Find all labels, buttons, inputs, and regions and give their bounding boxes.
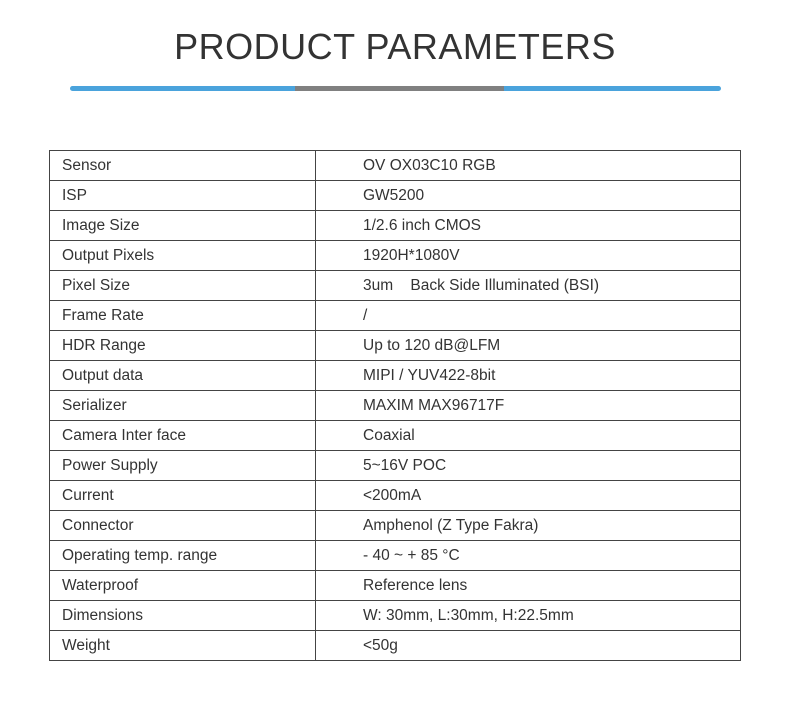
parameter-label: Sensor bbox=[50, 151, 316, 181]
table-row bbox=[50, 301, 741, 331]
parameters-table-body bbox=[50, 151, 741, 661]
divider-middle-segment bbox=[295, 86, 504, 91]
parameter-value: <200mA bbox=[316, 481, 741, 511]
title-divider bbox=[70, 86, 721, 91]
parameter-value: 1/2.6 inch CMOS bbox=[316, 211, 741, 241]
parameter-value: 1920H*1080V bbox=[316, 241, 741, 271]
table-row bbox=[50, 571, 741, 601]
parameter-value: W: 30mm, L:30mm, H:22.5mm bbox=[316, 601, 741, 631]
table-row bbox=[50, 181, 741, 211]
parameter-value: MAXIM MAX96717F bbox=[316, 391, 741, 421]
table-row bbox=[50, 331, 741, 361]
parameter-label: ISP bbox=[50, 181, 316, 211]
parameter-value: Up to 120 dB@LFM bbox=[316, 331, 741, 361]
parameter-label: Connector bbox=[50, 511, 316, 541]
table-row bbox=[50, 511, 741, 541]
table-row bbox=[50, 391, 741, 421]
divider-left-segment bbox=[70, 86, 295, 91]
parameter-value: <50g bbox=[316, 631, 741, 661]
parameter-value: 3um Back Side Illuminated (BSI) bbox=[316, 271, 741, 301]
parameter-value: Amphenol (Z Type Fakra) bbox=[316, 511, 741, 541]
table-row bbox=[50, 211, 741, 241]
parameter-value: - 40 ~ + 85 °C bbox=[316, 541, 741, 571]
parameter-label: Output Pixels bbox=[50, 241, 316, 271]
parameter-label: Power Supply bbox=[50, 451, 316, 481]
parameter-label: Waterproof bbox=[50, 571, 316, 601]
parameter-label: Camera Inter face bbox=[50, 421, 316, 451]
parameter-label: Operating temp. range bbox=[50, 541, 316, 571]
table-row bbox=[50, 451, 741, 481]
parameter-value: MIPI / YUV422-8bit bbox=[316, 361, 741, 391]
table-row bbox=[50, 151, 741, 181]
parameter-label: Weight bbox=[50, 631, 316, 661]
table-row bbox=[50, 481, 741, 511]
parameter-label: Dimensions bbox=[50, 601, 316, 631]
table-row bbox=[50, 241, 741, 271]
parameter-value: / bbox=[316, 301, 741, 331]
parameter-label: Serializer bbox=[50, 391, 316, 421]
page-title: PRODUCT PARAMETERS bbox=[174, 26, 616, 67]
parameter-label: Pixel Size bbox=[50, 271, 316, 301]
parameter-label: HDR Range bbox=[50, 331, 316, 361]
parameter-label: Current bbox=[50, 481, 316, 511]
parameter-value: OV OX03C10 RGB bbox=[316, 151, 741, 181]
parameters-table bbox=[49, 150, 741, 661]
parameter-value: Coaxial bbox=[316, 421, 741, 451]
parameter-value: Reference lens bbox=[316, 571, 741, 601]
table-row bbox=[50, 361, 741, 391]
parameter-value: 5~16V POC bbox=[316, 451, 741, 481]
table-row bbox=[50, 421, 741, 451]
divider-right-segment bbox=[504, 86, 721, 91]
parameter-label: Frame Rate bbox=[50, 301, 316, 331]
table-row bbox=[50, 631, 741, 661]
parameter-value: GW5200 bbox=[316, 181, 741, 211]
parameter-label: Image Size bbox=[50, 211, 316, 241]
table-row bbox=[50, 601, 741, 631]
table-row bbox=[50, 541, 741, 571]
parameter-label: Output data bbox=[50, 361, 316, 391]
table-row bbox=[50, 271, 741, 301]
